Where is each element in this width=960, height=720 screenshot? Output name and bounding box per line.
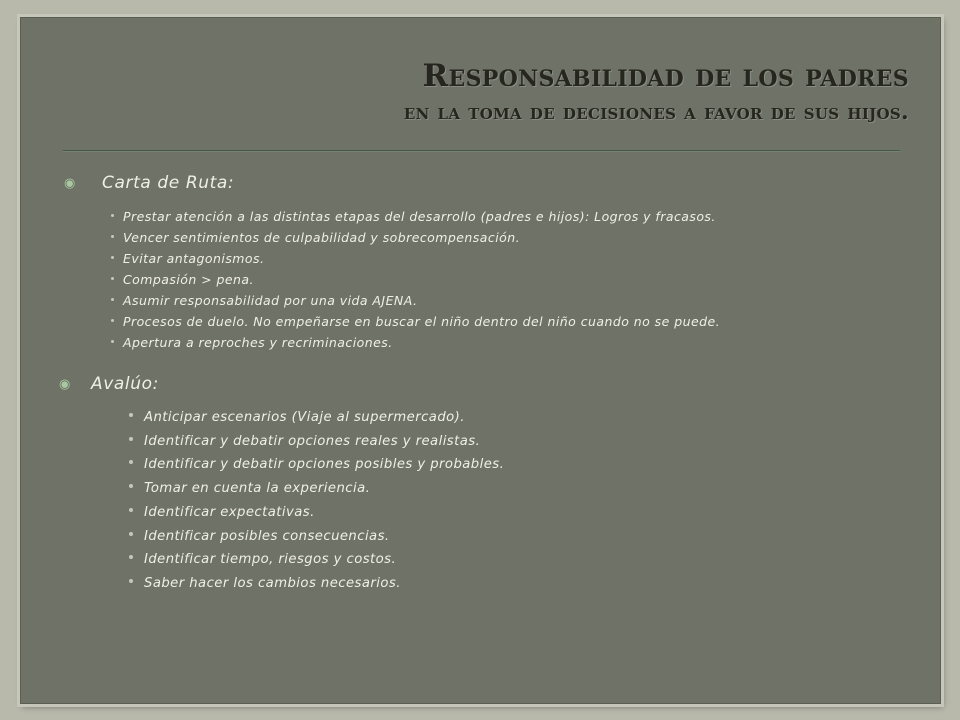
dot-bullet-icon	[111, 340, 114, 343]
list-avaluo	[59, 406, 900, 596]
list-item: Compasión > pena.	[59, 269, 900, 290]
dot-bullet-icon	[129, 413, 133, 417]
list-item: Identificar y debatir opciones posibles y probables.	[59, 453, 900, 477]
list-item: Identificar expectativas.	[59, 501, 900, 525]
dot-bullet-icon	[129, 508, 133, 512]
list-item: Identificar y debatir opciones reales y realistas.	[59, 430, 900, 454]
list-item: Procesos de duelo. No empeñarse en buscar el niño dentro del niño cuando no se puede.	[59, 311, 900, 332]
list-item: Anticipar escenarios (Viaje al supermercado).	[59, 406, 900, 430]
list-item: Evitar antagonismos.	[59, 248, 900, 269]
dot-bullet-icon	[129, 437, 133, 441]
slide-title	[404, 58, 909, 130]
list-carta	[59, 206, 900, 353]
dot-bullet-icon	[129, 532, 133, 536]
title-line-2: en la toma de decisiones a favor de sus hijos.	[403, 99, 909, 125]
dot-bullet-icon	[111, 298, 114, 301]
target-bullet-icon: ◉	[59, 377, 71, 392]
dot-bullet-icon	[111, 277, 114, 280]
dot-bullet-icon	[129, 484, 133, 488]
dot-bullet-icon	[129, 579, 133, 583]
section-heading-carta	[64, 170, 900, 196]
slide-body	[59, 170, 900, 596]
section-heading-label: Avalúo:	[91, 374, 159, 394]
list-item: Identificar posibles consecuencias.	[59, 525, 900, 549]
section-heading-label: Carta de Ruta:	[102, 173, 235, 193]
dot-bullet-icon	[111, 235, 114, 238]
title-line-1: Responsabilidad de los padres	[422, 58, 909, 94]
dot-bullet-icon	[111, 256, 114, 259]
dot-bullet-icon	[129, 460, 133, 464]
dot-bullet-icon	[111, 214, 114, 217]
list-item: Tomar en cuenta la experiencia.	[59, 477, 900, 501]
list-item: Prestar atención a las distintas etapas del desarrollo (padres e hijos): Logros y fracasos.	[59, 206, 900, 227]
slide-frame	[20, 17, 941, 704]
section-heading-avaluo	[59, 371, 900, 397]
list-item: Apertura a reproches y recriminaciones.	[59, 332, 900, 353]
title-divider	[63, 150, 900, 151]
dot-bullet-icon	[111, 319, 114, 322]
target-bullet-icon: ◉	[64, 176, 76, 191]
list-item: Vencer sentimientos de culpabilidad y sobrecompensación.	[59, 227, 900, 248]
list-item: Saber hacer los cambios necesarios.	[59, 572, 900, 596]
dot-bullet-icon	[129, 555, 133, 559]
list-item: Asumir responsabilidad por una vida AJENA.	[59, 290, 900, 311]
list-item: Identificar tiempo, riesgos y costos.	[59, 548, 900, 572]
